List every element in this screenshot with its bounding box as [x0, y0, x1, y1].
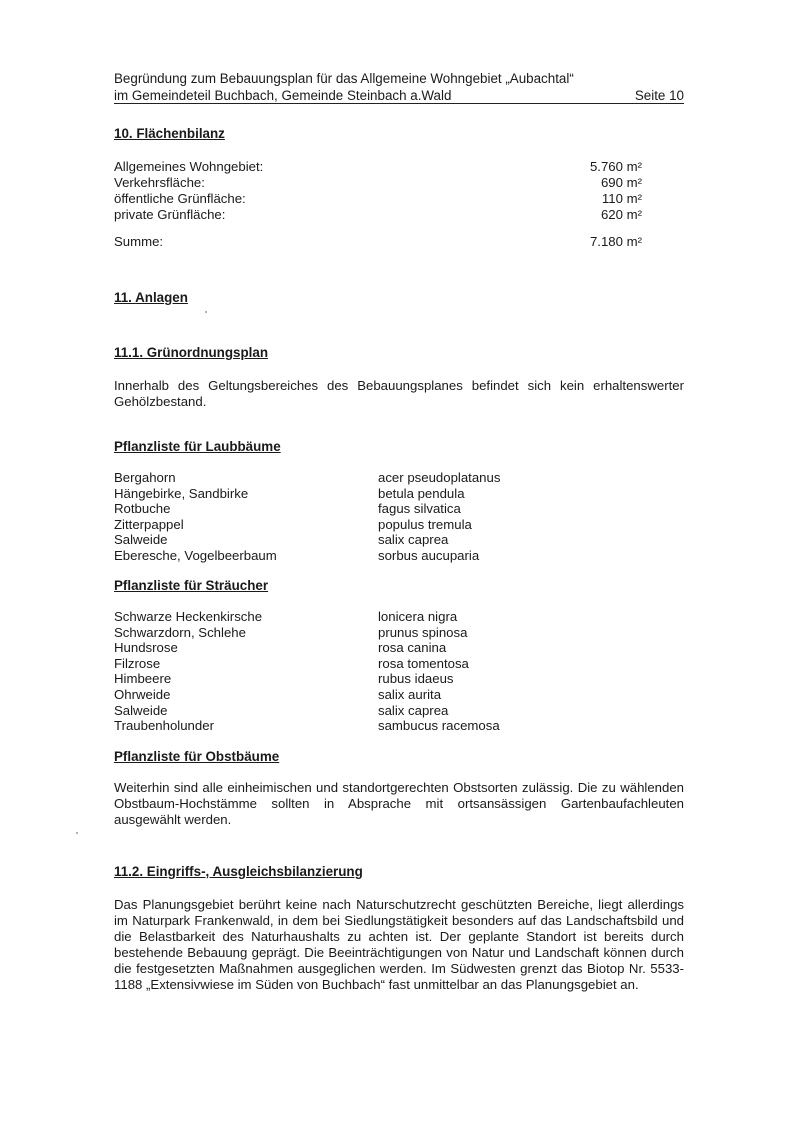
balance-row	[114, 159, 642, 175]
scan-speck	[76, 832, 78, 834]
gruenordnung-text: Innerhalb des Geltungsbereiches des Bebauungsplanes befindet sich kein erhaltenswerter Gehölzbestand.	[114, 378, 684, 409]
heading-gruenordnungsplan: 11.1. Grünordnungsplan	[114, 345, 269, 360]
heading-obstbaeume: Pflanzliste für Obstbäume	[114, 749, 280, 764]
list-item: Zitterpappel populus tremula	[114, 516, 472, 532]
balance-label: Allgemeines Wohngebiet:	[114, 159, 264, 174]
balance-sum	[114, 234, 642, 250]
balance-row	[114, 207, 642, 223]
header-title-line1: Begründung zum Bebauungsplan für das Allgemeine Wohngebiet „Aubachtal“	[114, 71, 574, 86]
plant-list-straeucher	[114, 609, 500, 734]
heading-straeucher: Pflanzliste für Sträucher	[114, 578, 269, 593]
balance-label: öffentliche Grünfläche:	[114, 191, 246, 206]
obstbaeume-text: Weiterhin sind alle einheimischen und standortgerechten Obstsorten zulässig. Die zu wählenden Obstbaum-Hochstämme sollten in Absprache mit ortsansässigen Gartenbaufachleuten ausgewählt werden.	[114, 780, 684, 827]
plant-list-laubbaeume	[114, 470, 500, 564]
page-number: Seite 10	[634, 88, 684, 103]
page-header	[114, 70, 684, 104]
balance-row	[114, 191, 642, 207]
list-item: Filzrose rosa tomentosa	[114, 655, 469, 671]
balance-value: 690 m²	[600, 175, 642, 190]
heading-flaechenbilanz: 10. Flächenbilanz	[114, 126, 225, 141]
balance-value: 5.760 m²	[589, 159, 642, 174]
list-item: Ohrweide salix aurita	[114, 686, 442, 702]
heading-laubbaeume: Pflanzliste für Laubbäume	[114, 439, 281, 454]
list-item: Eberesche, Vogelbeerbaum sorbus aucuparia	[114, 547, 480, 563]
sum-label: Summe:	[114, 234, 164, 249]
header-title-line2: im Gemeindeteil Buchbach, Gemeinde Steinbach a.Wald	[114, 88, 452, 103]
list-item: Bergahorn acer pseudoplatanus	[114, 470, 501, 485]
list-item: Traubenholunder sambucus racemosa	[114, 718, 500, 734]
list-item: Hängebirke, Sandbirke betula pendula	[114, 485, 465, 501]
list-item: Himbeere rubus idaeus	[114, 671, 454, 687]
balance-value: 620 m²	[600, 207, 642, 222]
balance-label: private Grünfläche:	[114, 207, 226, 222]
eingriff-text: Das Planungsgebiet berührt keine nach Naturschutzrecht geschützten Bereiche, liegt allerdings im Naturpark Frankenwald, in dem bei Siedlungstätigkeit besonders auf das Landschaftsbild und die Belastbarkeit des Naturhaushalts zu achten ist. Der geplante Standort ist bereits durch bestehende Bebauung geprägt. Die Beeinträchtigungen von Natur und Landschaft können durch die festgesetzten Maßnahmen ausgeglichen werden. Im Südwesten grenzt das Biotop Nr. 5533-1188 „Extensivwiese im Süden von Buchbach“ fast unmittelbar an das Planungsgebiet an.	[114, 897, 684, 992]
balance-row	[114, 175, 642, 191]
area-balance-table	[114, 159, 642, 223]
list-item: Schwarze Heckenkirsche lonicera nigra	[114, 609, 458, 624]
list-item: Salweide salix caprea	[114, 702, 449, 718]
list-item: Hundsrose rosa canina	[114, 640, 447, 656]
list-item: Rotbuche fagus silvatica	[114, 501, 461, 517]
heading-anlagen: 11. Anlagen	[114, 290, 188, 305]
list-item: Schwarzdorn, Schlehe prunus spinosa	[114, 624, 468, 640]
header-rule	[114, 103, 684, 104]
heading-eingriff-ausgleich: 11.2. Eingriffs-, Ausgleichsbilanzierung	[114, 864, 363, 879]
sum-value: 7.180 m²	[589, 234, 642, 249]
list-item: Salweide salix caprea	[114, 532, 449, 548]
balance-label: Verkehrsfläche:	[114, 175, 205, 190]
balance-value: 110 m²	[601, 191, 642, 206]
scan-speck	[205, 311, 207, 313]
